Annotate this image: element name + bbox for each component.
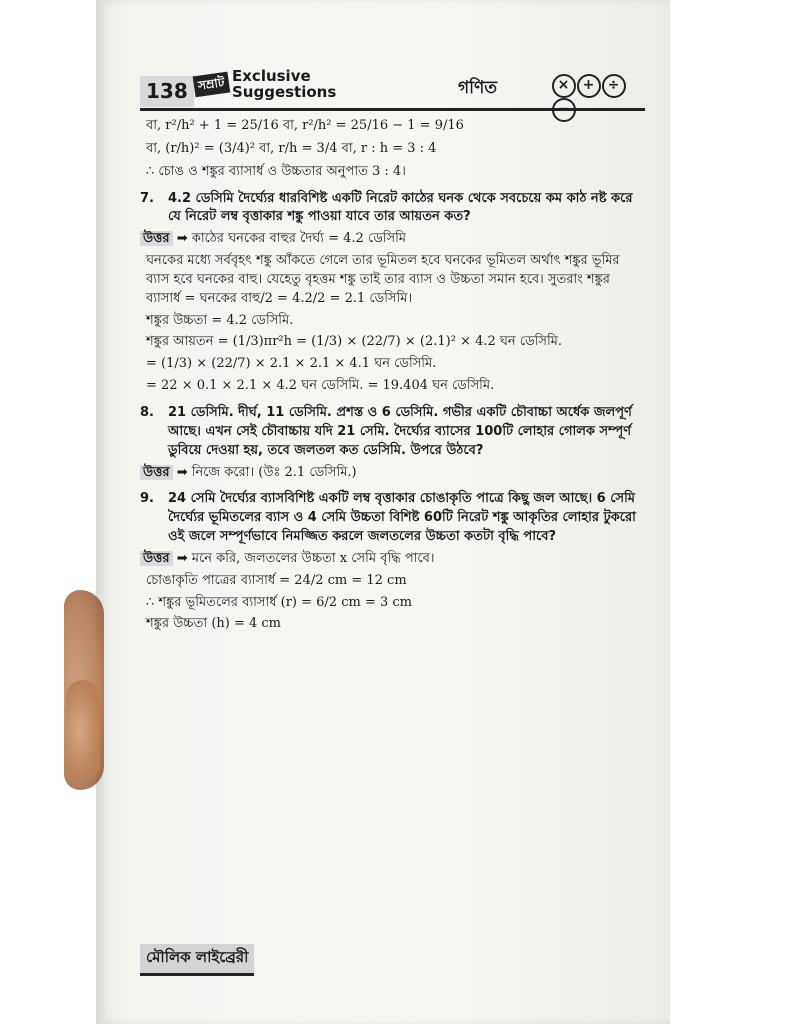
divide-symbol-icon: ÷ xyxy=(602,74,626,98)
page-header xyxy=(140,67,645,117)
answer-9-first-line xyxy=(140,550,645,569)
answer-label: উত্তর xyxy=(140,551,173,566)
question-9 xyxy=(140,490,645,547)
continuation-conclusion: ∴ চোঙ ও শঙ্কুর ব্যাসার্ধ ও উচ্চতার অনুপাত 3 : 4। xyxy=(146,163,406,179)
subject-title: গণিত xyxy=(458,78,498,98)
answer-9-line-1: চোঙাকৃতি পাত্রের ব্যাসার্ধ = 24/2 cm = 12 cm xyxy=(146,572,407,588)
answer-7-volume-2: = (1/3) × (22/7) × 2.1 × 2.1 × 4.1 ঘন ডেসিমি. xyxy=(146,356,437,372)
plus-symbol-icon: + xyxy=(577,74,601,98)
question-number: 9. xyxy=(140,491,154,507)
question-text: 24 সেমি দৈর্ঘ্যের ব্যাসবিশিষ্ট একটি লম্ব বৃত্তাকার চোঙাকৃতি পাত্রে কিছু জল আছে। 6 সেমি দৈর্ঘ্যের ভূমিতলের ব্যাস ও 4 সেমি উচ্চতা বিশিষ্ট 60টি নিরেট শঙ্কু আকৃতির লোহার টুকরো ওই জলে সম্পূর্ণভাবে নিমজ্জিত করলে জলতলের উচ্চতা কতটা বৃদ্ধি পাবে? xyxy=(168,491,636,545)
multiply-symbol-icon: × xyxy=(552,74,576,98)
arrow-right-icon: ➡ xyxy=(176,464,188,480)
answer-text: কাঠের ঘনকের বাহুর দৈর্ঘ্য = 4.2 ডেসিমি xyxy=(191,231,407,247)
arrow-right-icon: ➡ xyxy=(176,550,188,566)
answer-label: উত্তর xyxy=(140,465,173,480)
minus-symbol-icon: − xyxy=(552,98,576,122)
question-text: 21 ডেসিমি. দীর্ঘ, 11 ডেসিমি. প্রশস্ত ও 6 ডেসিমি. গভীর একটি চৌবাচ্চা অর্ধেক জলপূর্ণ আছে। এখন সেই চৌবাচ্চায় যদি 21 সেমি. দৈর্ঘ্যের ব্যাসের 100টি লোহার গোলক সম্পূর্ণ ডুবিয়ে দেওয়া হয়, তবে জলতল কত ডেসিমি. উপরে উঠবে? xyxy=(168,404,632,458)
answer-7-volume-3: = 22 × 0.1 × 2.1 × 4.2 ঘন ডেসিমি. = 19.404 ঘন ডেসিমি. xyxy=(146,378,495,394)
arrow-right-icon: ➡ xyxy=(176,231,188,247)
brand-line-2: Suggestions xyxy=(232,83,337,101)
continuation-line-1: বা, r²/h² + 1 = 25/16 বা, r²/h² = 25/16 − 1 = 9/16 xyxy=(146,118,464,133)
brand-badge: সম্রাট xyxy=(193,72,230,98)
question-7 xyxy=(140,190,645,228)
question-number: 7. xyxy=(140,190,154,206)
thumb-tip xyxy=(66,680,100,780)
brand-line-1: Exclusive xyxy=(232,67,311,85)
answer-7-volume-1: শঙ্কুর আয়তন = (1/3)πr²h = (1/3) × (22/7) × (2.1)² × 4.2 ঘন ডেসিমি. xyxy=(146,334,563,350)
answer-text: মনে করি, জলতলের উচ্চতা x সেমি বৃদ্ধি পাবে। xyxy=(191,550,435,566)
answer-7-height: শঙ্কুর উচ্চতা = 4.2 ডেসিমি. xyxy=(146,312,294,328)
continuation-line-2: বা, (r/h)² = (3/4)² বা, r/h = 3/4 বা, r : h = 3 : 4 xyxy=(146,140,437,156)
question-text: 4.2 ডেসিমি দৈর্ঘ্যের ধারবিশিষ্ট একটি নিরেট কাঠের ঘনক থেকে সবচেয়ে কম কাঠ নষ্ট করে যে নিরেট লম্ব বৃত্তাকার শঙ্কু পাওয়া যাবে তার আয়তন কত? xyxy=(168,190,633,225)
question-number: 8. xyxy=(140,404,154,420)
brand-title xyxy=(232,68,336,100)
page-content xyxy=(140,67,645,637)
answer-9-line-3: শঙ্কুর উচ্চতা (h) = 4 cm xyxy=(146,616,282,632)
answer-label: উত্তর xyxy=(140,231,173,246)
publisher-footer: মৌলিক লাইব্রেরী xyxy=(140,944,254,976)
answer-8 xyxy=(140,464,645,483)
question-8 xyxy=(140,404,645,461)
math-symbols-logo xyxy=(552,74,645,122)
page-number: 138 xyxy=(140,76,194,107)
answer-7-paragraph: ঘনকের মধ্যে সর্ববৃহৎ শঙ্কু আঁকতে গেলে তার ভূমিতল হবে ঘনকের ভূমিতল অর্থাৎ শঙ্কুর ভূমির ব্যাস হবে ঘনকের বাহু। যেহেতু বৃহত্তম শঙ্কু তাই তার ব্যাস ও উচ্চতা সমান হবে। সুতরাং শঙ্কুর ব্যাসার্ধ = ঘনকের বাহু/2 = 4.2/2 = 2.1 ডেসিমি। xyxy=(146,253,620,306)
answer-text: নিজে করো। (উঃ 2.1 ডেসিমি.) xyxy=(191,464,357,480)
answer-9-line-2: ∴ শঙ্কুর ভূমিতলের ব্যাসার্ধ (r) = 6/2 cm = 3 cm xyxy=(146,594,412,610)
answer-7-first-line xyxy=(140,230,645,249)
